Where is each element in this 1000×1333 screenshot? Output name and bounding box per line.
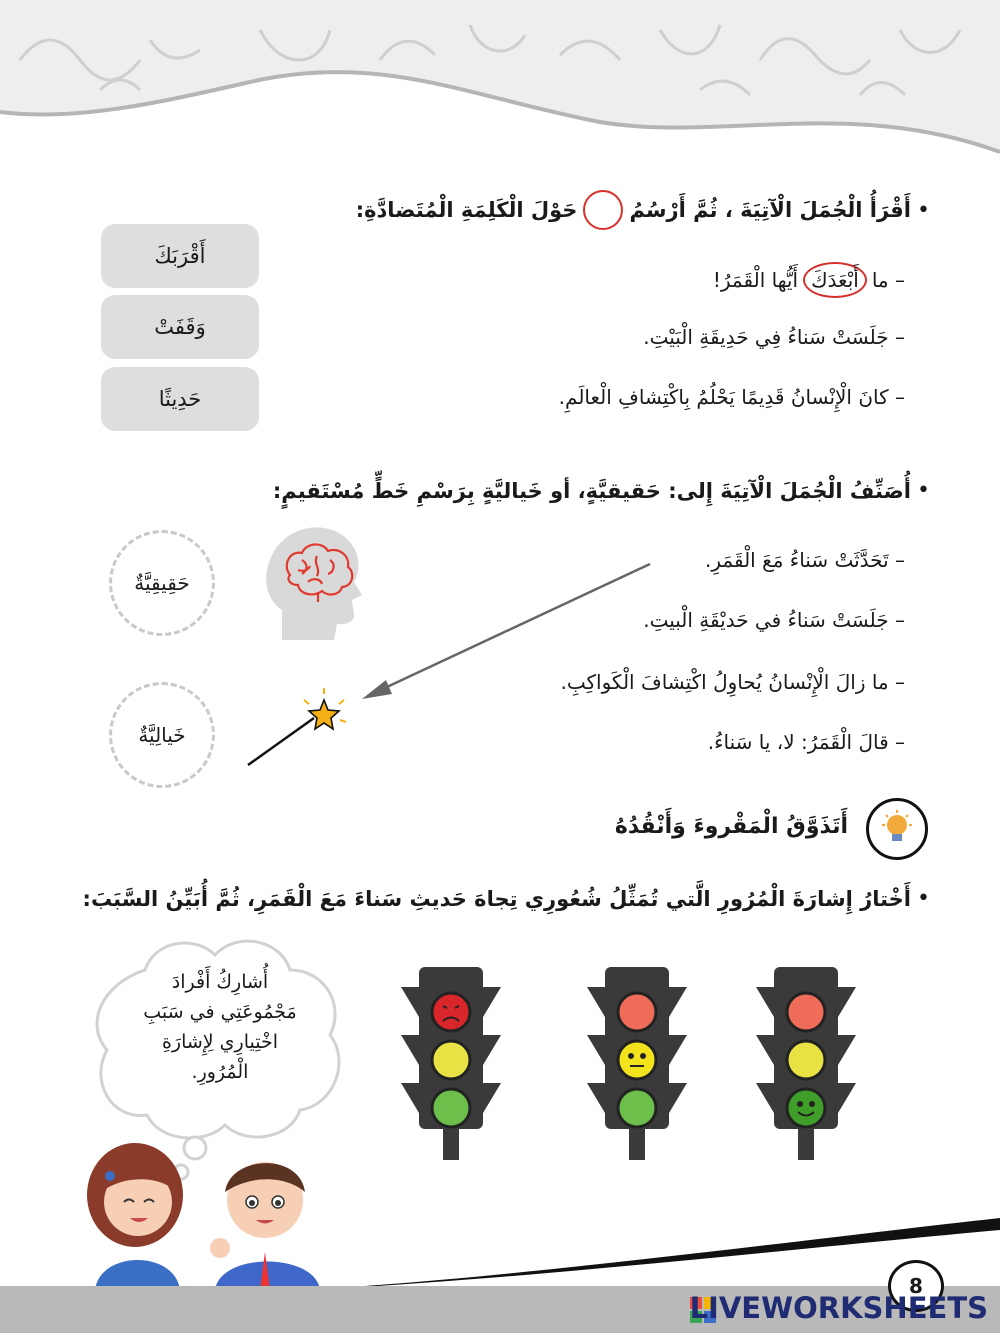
page-number: 8 — [888, 1260, 944, 1312]
traffic-light-happy[interactable] — [752, 965, 859, 1160]
antonym-sentence-2[interactable]: – كانَ الْإِنْسانُ قَدِيمًا يَحْلُمُ بِاكْتِشافِ الْعالَمِ. — [558, 385, 905, 409]
category-imaginary[interactable]: خَيالِيَّةٌ — [109, 682, 215, 788]
footer-swoosh — [0, 1200, 1000, 1290]
traffic-light-neutral[interactable] — [583, 965, 690, 1160]
example-answer-arrow — [350, 560, 655, 705]
header-decoration — [0, 0, 1000, 170]
classify-sentence-1[interactable]: – تَحَدَّثَتْ سَناءُ مَعَ الْقَمَرِ. — [705, 548, 905, 572]
option-box-1[interactable]: أَقْرَبَكَ — [101, 224, 259, 288]
lightbulb-badge-icon — [866, 798, 928, 860]
bullet: • — [917, 197, 930, 223]
instruction-part2: حَوْلَ الْكَلِمَةِ الْمُتَضادَّةِ: — [355, 198, 578, 222]
section2-instruction: • أُصَنِّفُ الْجُمَلَ الْآتِيَةَ إِلى: حَقيقيَّةٍ، أو خَياليَّةٍ بِرَسْمِ خَطٍّ مُسْتَقيمٍ: — [272, 478, 930, 503]
classify-sentence-3[interactable]: – ما زالَ الْإِنْسانُ يُحاوِلُ اكْتِشافَ الْكَواكِبِ. — [560, 670, 905, 694]
traffic-light-sad[interactable] — [397, 965, 504, 1160]
magic-wand-icon — [240, 680, 360, 770]
section3-heading: أَتَذَوَّقُ الْمَقْروءَ وَأَنْقُدُهُ — [614, 814, 848, 839]
category-real[interactable]: حَقِيقِيَّةٌ — [109, 530, 215, 636]
brand-name[interactable]: LIVEWORKSHEETS — [689, 1291, 988, 1325]
antonym-sentence-1[interactable]: – جَلَسَتْ سَناءُ فِي حَدِيقَةِ الْبَيْتِ. — [643, 325, 905, 349]
example-sentence: – ما أَبْعَدَكَ أَيُّها الْقَمَرُ! — [713, 262, 905, 298]
option-box-2[interactable]: وَقَفَتْ — [101, 295, 259, 359]
thought-text: أُشارِكُ أَفْرادَ مَجْمُوعَتِي في سَبَبِ اخْتِيارِي لِإِشارَةِ الْمُرُورِ. — [143, 971, 297, 1083]
section3-instruction: • أَخْتارُ إِشارَةَ الْمُرُورِ الَّتي تُمَثِّلُ شُعُورِي تِجاهَ حَديثِ سَناءَ مَعَ الْقَمَرِ، ثُمَّ أُبَيِّنُ السَّبَبَ: — [82, 886, 930, 911]
classify-sentence-4[interactable]: – قالَ الْقَمَرُ: لا، يا سَناءُ. — [707, 730, 905, 754]
instruction-part1: أَقْرَأُ الْجُمَلَ الْآتِيَةَ ، ثُمَّ أَرْسُمُ — [629, 198, 912, 222]
classify-sentence-2[interactable]: – جَلَسَتْ سَناءُ في حَديْقَةِ الْبيتِ. — [643, 608, 905, 632]
section1-instruction — [290, 190, 930, 230]
option-box-3[interactable]: حَدِيثًا — [101, 367, 259, 431]
circled-word: أَبْعَدَكَ — [803, 262, 867, 298]
circle-icon — [583, 190, 623, 230]
